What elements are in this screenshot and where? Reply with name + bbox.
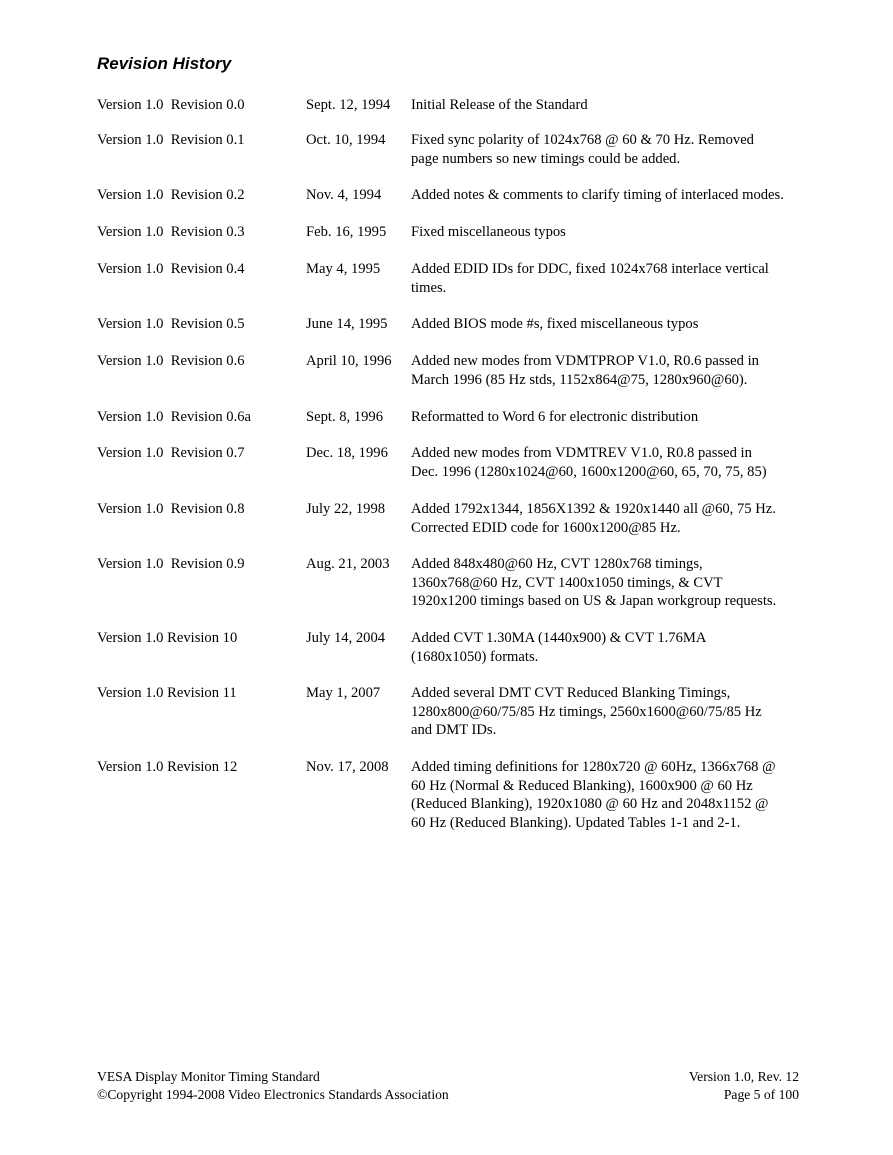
revision-description-line: Corrected EDID code for 1600x1200@85 Hz. [411,519,681,536]
footer-page-number: Page 5 of 100 [723,1087,799,1102]
footer-document-title: VESA Display Monitor Timing Standard [97,1069,320,1084]
revision-date: July 22, 1998 [306,501,386,517]
revision-description-line: Added notes & comments to clarify timing of interlaced modes. [411,187,784,203]
revision-date: Dec. 18, 1996 [306,445,388,461]
revision-date: Aug. 21, 2003 [306,556,390,572]
revision-description-line: Added new modes from VDMTREV V1.0, R0.8 passed in [411,445,752,461]
revision-date: May 4, 1995 [306,261,381,277]
revision-date: June 14, 1995 [306,316,388,332]
revision-date: Sept. 8, 1996 [306,409,384,425]
revision-description-line: Added 848x480@60 Hz, CVT 1280x768 timings, [411,556,703,572]
revision-date: Nov. 17, 2008 [306,759,389,775]
revision-version: Version 1.0 Revision 12 [97,759,238,775]
page-title: Revision History [97,54,232,73]
revision-description-line: Dec. 1996 (1280x1024@60, 1600x1200@60, 65, 70, 75, 85) [411,463,767,480]
footer-right [689,1068,799,1104]
revision-description-line: Added timing definitions for 1280x720 @ 60Hz, 1366x768 @ [411,759,776,775]
revision-description [411,315,831,334]
revision-description [411,629,831,666]
revision-description [411,96,831,115]
revision-description-line: Added BIOS mode #s, fixed miscellaneous typos [411,316,699,332]
revision-version: Version 1.0 Revision 0.9 [97,556,245,572]
revision-description-line: 1360x768@60 Hz, CVT 1400x1050 timings, & CVT [411,574,723,591]
revision-description [411,352,831,389]
revision-date: Sept. 12, 1994 [306,97,391,113]
revision-version: Version 1.0 Revision 0.0 [97,97,245,113]
revision-description-line: Added CVT 1.30MA (1440x900) & CVT 1.76MA [411,630,707,646]
revision-date: May 1, 2007 [306,685,381,701]
footer-left [97,1068,449,1104]
revision-version: Version 1.0 Revision 0.1 [97,132,245,148]
revision-description [411,500,831,537]
revision-date: July 14, 2004 [306,630,386,646]
revision-description-line: page numbers so new timings could be added. [411,150,681,167]
revision-description-line: 1280x800@60/75/85 Hz timings, 2560x1600@60/75/85 Hz [411,703,762,720]
revision-description [411,408,831,427]
revision-description-line: Fixed miscellaneous typos [411,224,566,240]
revision-version: Version 1.0 Revision 0.6a [97,409,252,425]
revision-date: Oct. 10, 1994 [306,132,386,148]
revision-description-line: Added several DMT CVT Reduced Blanking Timings, [411,685,731,701]
revision-description-line: times. [411,279,447,296]
revision-description-line: Added 1792x1344, 1856X1392 & 1920x1440 all @60, 75 Hz. [411,501,776,517]
revision-date: April 10, 1996 [306,353,392,369]
revision-date: Feb. 16, 1995 [306,224,387,240]
revision-description-line: Added new modes from VDMTPROP V1.0, R0.6 passed in [411,353,759,369]
revision-version: Version 1.0 Revision 0.2 [97,187,245,203]
revision-description [411,555,831,611]
revision-description [411,186,831,205]
revision-description-line: 60 Hz (Reduced Blanking). Updated Tables 1-1 and 2-1. [411,814,741,831]
revision-description-line: 60 Hz (Normal & Reduced Blanking), 1600x900 @ 60 Hz [411,777,753,794]
revision-description [411,444,831,481]
revision-description-line: Added EDID IDs for DDC, fixed 1024x768 interlace vertical [411,261,769,277]
revision-version: Version 1.0 Revision 0.8 [97,501,245,517]
revision-description [411,131,831,168]
footer-version: Version 1.0, Rev. 12 [688,1069,799,1084]
revision-description [411,684,831,740]
revision-description-line: (1680x1050) formats. [411,648,539,665]
revision-description-line: Initial Release of the Standard [411,97,588,113]
revision-version: Version 1.0 Revision 0.3 [97,224,245,240]
revision-description-line: March 1996 (85 Hz stds, 1152x864@75, 1280x960@60). [411,371,748,388]
revision-version: Version 1.0 Revision 10 [97,630,238,646]
revision-description [411,758,831,832]
revision-version: Version 1.0 Revision 0.4 [97,261,245,277]
revision-description-line: 1920x1200 timings based on US & Japan workgroup requests. [411,593,777,609]
revision-version: Version 1.0 Revision 11 [97,685,237,701]
revision-description [411,260,831,297]
revision-version: Version 1.0 Revision 0.5 [97,316,245,332]
revision-description-line: Reformatted to Word 6 for electronic distribution [411,409,699,425]
revision-description-line: and DMT IDs. [411,722,497,738]
revision-version: Version 1.0 Revision 0.7 [97,445,245,461]
revision-version: Version 1.0 Revision 0.6 [97,353,245,369]
revision-description-line: (Reduced Blanking), 1920x1080 @ 60 Hz and 2048x1152 @ [411,796,769,812]
revision-date: Nov. 4, 1994 [306,187,382,203]
footer-copyright: ©Copyright 1994-2008 Video Electronics Standards Association [97,1087,449,1102]
revision-description [411,223,831,242]
revision-description-line: Fixed sync polarity of 1024x768 @ 60 & 70 Hz. Removed [411,132,754,148]
